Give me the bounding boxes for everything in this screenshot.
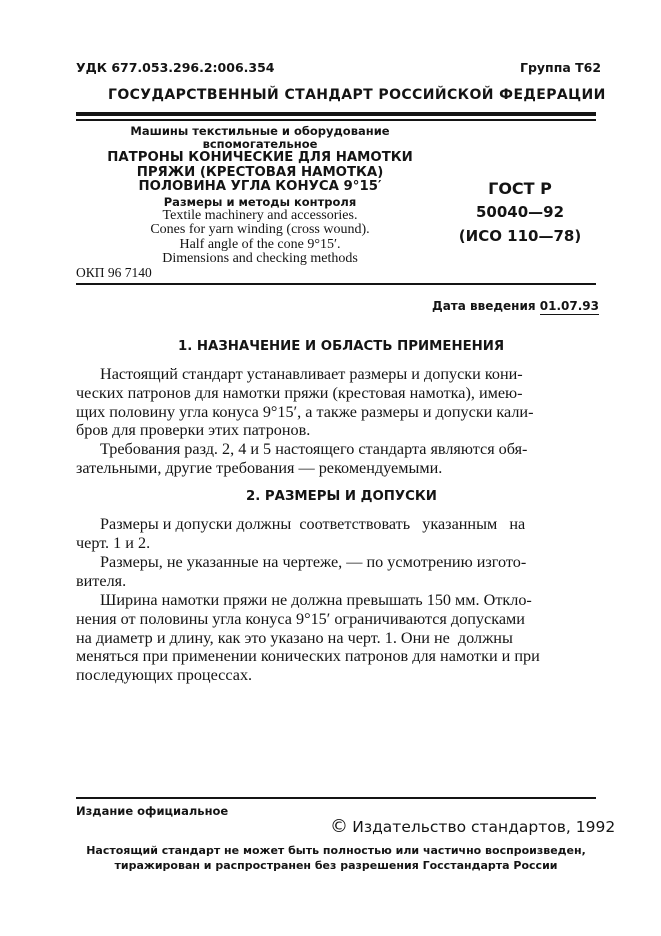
text-line: Размеры, не указанные на чертеже, — по усмотрению изгото- bbox=[100, 553, 527, 571]
header-rule-thin bbox=[76, 119, 596, 121]
intro-date bbox=[432, 299, 599, 313]
title-en-line-3: Half angle of the cone 9°15′. bbox=[179, 236, 341, 252]
title-block bbox=[100, 125, 420, 267]
header-rule-thick bbox=[76, 112, 596, 116]
subtitle-ru: Размеры и методы контроля bbox=[163, 194, 357, 209]
title-ru-line-3: ПОЛОВИНА УГЛА КОНУСА 9°15′ bbox=[138, 179, 382, 194]
category-line-1: Машины текстильные и оборудование bbox=[130, 124, 390, 138]
okp-code: ОКП 96 7140 bbox=[76, 265, 152, 280]
text-line: черт. 1 и 2. bbox=[76, 533, 151, 552]
title-ru-line-2: ПРЯЖИ (КРЕСТОВАЯ НАМОТКА) bbox=[136, 164, 384, 180]
section-1-paragraph-1 bbox=[76, 365, 592, 440]
text-line: Требования разд. 2, 4 и 5 настоящего стандарта являются обя- bbox=[100, 440, 528, 458]
text-line: на диаметр и длину, как это указано на черт. 1. Они не должны bbox=[76, 628, 513, 647]
publisher: Издательство стандартов, 1992 bbox=[352, 818, 616, 836]
udk-code: УДК 677.053.296.2:006.354 bbox=[76, 60, 275, 75]
title-ru-line-1: ПАТРОНЫ КОНИЧЕСКИЕ ДЛЯ НАМОТКИ bbox=[107, 150, 413, 165]
notice-line-1: Настоящий стандарт не может быть полностью или частично воспроизведен, bbox=[86, 844, 586, 857]
title-block-bottom-rule bbox=[76, 283, 596, 285]
copyright-icon: © bbox=[330, 816, 348, 837]
text-line: Ширина намотки пряжи не должна превышать 150 мм. Откло- bbox=[100, 591, 532, 609]
title-en-line-4: Dimensions and checking methods bbox=[162, 251, 358, 266]
intro-date-label: Дата введения bbox=[432, 299, 536, 313]
text-line: последующих процессах. bbox=[76, 666, 253, 685]
copyright-notice bbox=[76, 843, 596, 873]
copyright-line bbox=[330, 816, 615, 837]
gost-number: 50040—92 bbox=[475, 203, 565, 221]
section-2-paragraph-2 bbox=[76, 553, 592, 591]
text-line: ческих патронов для намотки пряжи (крестовая намотка), имею- bbox=[76, 383, 523, 402]
section-1-paragraph-2 bbox=[76, 440, 592, 478]
state-standard-title: ГОСУДАРСТВЕННЫЙ СТАНДАРТ РОССИЙСКОЙ ФЕДЕРАЦИИ bbox=[108, 87, 606, 103]
text-line: щих половину угла конуса 9°15′, а также размеры и допуски кали- bbox=[76, 402, 534, 421]
notice-line-2: тиражирован и распространен без разрешения Госстандарта России bbox=[114, 859, 558, 872]
gost-designation bbox=[445, 178, 595, 248]
text-line: Настоящий стандарт устанавливает размеры и допуски кони- bbox=[100, 365, 523, 383]
official-edition: Издание официальное bbox=[76, 804, 229, 818]
text-line: бров для проверки этих патронов. bbox=[76, 421, 311, 440]
text-line: зательными, другие требования — рекомендуемыми. bbox=[76, 458, 443, 477]
section-1-heading: 1. НАЗНАЧЕНИЕ И ОБЛАСТЬ ПРИМЕНЕНИЯ bbox=[178, 339, 505, 354]
title-en-line-1: Textile machinery and accessories. bbox=[162, 207, 358, 223]
text-line: вителя. bbox=[76, 571, 127, 590]
section-2-paragraph-1 bbox=[76, 515, 592, 553]
title-en-line-2: Cones for yarn winding (cross wound). bbox=[150, 222, 370, 237]
text-line: меняться при применении конических патронов для намотки и при bbox=[76, 647, 540, 666]
iso-reference: (ИСО 110—78) bbox=[458, 227, 582, 245]
text-line: нения от половины угла конуса 9°15′ ограничиваются допусками bbox=[76, 609, 525, 628]
gost-label: ГОСТ Р bbox=[488, 179, 552, 198]
section-2-paragraph-3 bbox=[76, 591, 592, 685]
category-line-2: вспомогательное bbox=[202, 137, 318, 151]
footer-rule bbox=[76, 797, 596, 799]
classification-group: Группа Т62 bbox=[520, 60, 602, 75]
text-line: Размеры и допуски должны соответствовать указанным на bbox=[100, 515, 526, 533]
section-2-heading: 2. РАЗМЕРЫ И ДОПУСКИ bbox=[246, 489, 437, 504]
intro-date-value: 01.07.93 bbox=[539, 299, 599, 313]
